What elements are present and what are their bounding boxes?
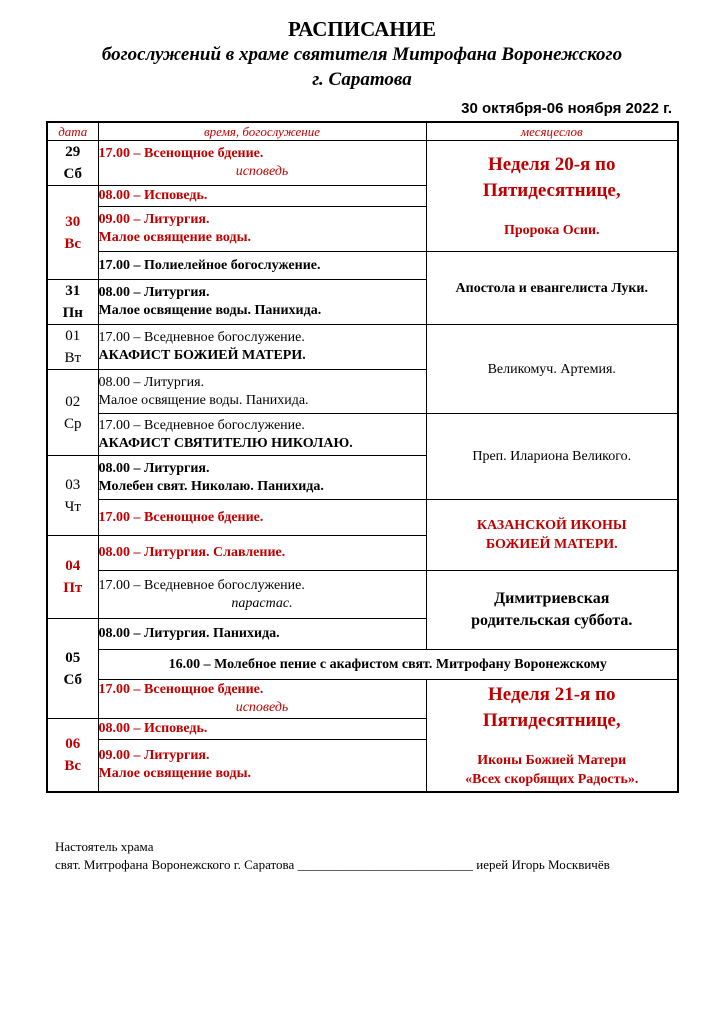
feast-saint: Апостола и евангелиста Луки.: [455, 280, 648, 296]
service-cell: [98, 536, 426, 571]
column-header-date: дата: [47, 122, 98, 141]
date-number: 31: [65, 283, 81, 299]
rector-name: иерей Игорь Москвичёв: [476, 857, 610, 872]
service-cell: [98, 571, 426, 619]
date-weekday: Вт: [64, 350, 82, 366]
calendar-cell: [426, 325, 678, 414]
date-weekday: Сб: [63, 166, 82, 182]
date-cell: [47, 325, 98, 370]
date-number: 30: [65, 213, 81, 230]
date-weekday: Пт: [63, 580, 83, 596]
date-number: 03: [65, 476, 81, 493]
service-cell: [98, 619, 426, 650]
service-text: Малое освящение воды. Панихида.: [98, 303, 322, 318]
service-note: исповедь: [235, 164, 289, 179]
service-text: 17.00 – Полиелейное богослужение.: [98, 257, 321, 273]
service-cell: [98, 680, 426, 719]
service-cell: [98, 325, 426, 370]
service-cell: [98, 414, 426, 456]
feast-title: БОЖИЕЙ МАТЕРИ.: [485, 537, 618, 552]
feast-title: Пятидесятнице,: [482, 709, 621, 731]
service-cell: [98, 207, 426, 252]
service-text: 08.00 – Литургия.: [98, 285, 210, 300]
feast-title: Неделя 21-я по: [488, 683, 616, 705]
date-cell: [47, 186, 98, 280]
date-cell: [47, 280, 98, 325]
church-name: свят. Митрофана Воронежского г. Саратова: [55, 857, 295, 872]
service-note: парастас.: [231, 595, 293, 611]
service-cell: [98, 719, 426, 740]
feast-saint: Великомуч. Артемия.: [487, 361, 616, 377]
date-weekday: Вс: [64, 235, 82, 252]
feast-title: КАЗАНСКОЙ ИКОНЫ: [476, 518, 627, 533]
service-text: 08.00 – Исповедь.: [98, 188, 208, 203]
feast-title: родительская суббота.: [471, 612, 633, 629]
date-cell: [47, 370, 98, 456]
date-weekday: Вс: [64, 757, 82, 774]
service-cell: [98, 740, 426, 792]
service-text: 08.00 – Литургия.: [98, 460, 210, 476]
service-note: исповедь: [235, 700, 289, 715]
document-title: РАСПИСАНИЕ: [287, 17, 437, 41]
service-text: Малое освящение воды.: [98, 230, 252, 245]
column-header-service: время, богослужение: [98, 122, 426, 141]
service-cell: [98, 252, 426, 280]
service-text: Малое освящение воды.: [98, 766, 252, 782]
date-cell: [47, 536, 98, 619]
service-cell: [98, 141, 426, 186]
signature-block: [55, 838, 610, 874]
date-cell: [47, 456, 98, 536]
calendar-cell: [426, 571, 678, 650]
calendar-cell: [426, 252, 678, 325]
feast-saint: Преп. Илариона Великого.: [472, 449, 632, 464]
service-text: 17.00 – Всенощное бдение.: [98, 146, 264, 161]
feast-title: Димитриевская: [494, 590, 610, 607]
calendar-cell: [426, 500, 678, 571]
service-text: Молебен свят. Николаю. Панихида.: [98, 478, 324, 494]
signature-row: [55, 856, 610, 874]
service-text: 17.00 – Вседневное богослужение.: [98, 330, 305, 345]
service-text: АКАФИСТ СВЯТИТЕЛЮ НИКОЛАЮ.: [98, 435, 353, 451]
service-text: 08.00 – Литургия. Панихида.: [98, 626, 280, 641]
calendar-cell: [426, 141, 678, 252]
feast-saint: «Всех скорбящих Радость».: [465, 771, 639, 787]
date-number: 01: [65, 328, 81, 344]
service-cell: [98, 500, 426, 536]
feast-saint: Иконы Божией Матери: [477, 752, 627, 768]
service-text: Малое освящение воды. Панихида.: [98, 392, 309, 408]
schedule-table: [46, 121, 679, 793]
service-text: АКАФИСТ БОЖИЕЙ МАТЕРИ.: [98, 348, 306, 363]
service-cell-full: [98, 650, 678, 680]
calendar-cell: [426, 680, 678, 792]
rector-label: Настоятель храма: [55, 839, 154, 854]
service-text: 09.00 – Литургия.: [98, 748, 210, 764]
service-text: 08.00 – Литургия. Славление.: [98, 545, 286, 560]
document-city: г. Саратова: [312, 69, 412, 90]
date-weekday: Чт: [64, 498, 81, 515]
service-text: 17.00 – Вседневное богослужение.: [98, 417, 305, 433]
column-header-calendar: месяцеслов: [426, 122, 678, 141]
feast-saint: Пророка Осии.: [503, 223, 600, 238]
service-text: 17.00 – Всенощное бдение.: [98, 509, 264, 525]
date-number: 29: [65, 144, 81, 160]
date-weekday: Сб: [63, 671, 82, 688]
service-cell: [98, 456, 426, 500]
service-cell: [98, 370, 426, 414]
service-cell: [98, 280, 426, 325]
service-text: 08.00 – Литургия.: [98, 374, 205, 390]
date-cell: [47, 719, 98, 792]
date-number: 04: [65, 558, 81, 574]
date-weekday: Пн: [62, 305, 83, 321]
date-weekday: Ср: [63, 415, 82, 432]
service-text: 17.00 – Вседневное богослужение.: [98, 577, 305, 593]
document-subtitle: богослужений в храме святителя Митрофана Воронежского: [101, 44, 623, 65]
date-cell: [47, 619, 98, 719]
calendar-cell: [426, 414, 678, 500]
date-number: 06: [65, 735, 81, 752]
date-cell: [47, 141, 98, 186]
feast-title: Пятидесятнице,: [482, 180, 621, 201]
service-text: 16.00 – Молебное пение с акафистом свят. Митрофану Воронежскому: [168, 656, 607, 672]
service-cell: [98, 186, 426, 207]
schedule-period: 30 октября-06 ноября 2022 г.: [461, 100, 672, 117]
date-number: 02: [65, 393, 81, 410]
service-text: 17.00 – Всенощное бдение.: [98, 682, 264, 697]
date-number: 05: [65, 649, 81, 666]
service-text: 09.00 – Литургия.: [98, 212, 210, 227]
service-text: 08.00 – Исповедь.: [98, 721, 208, 736]
signature-line: ___________________________: [297, 857, 474, 872]
feast-title: Неделя 20-я по: [488, 154, 616, 175]
